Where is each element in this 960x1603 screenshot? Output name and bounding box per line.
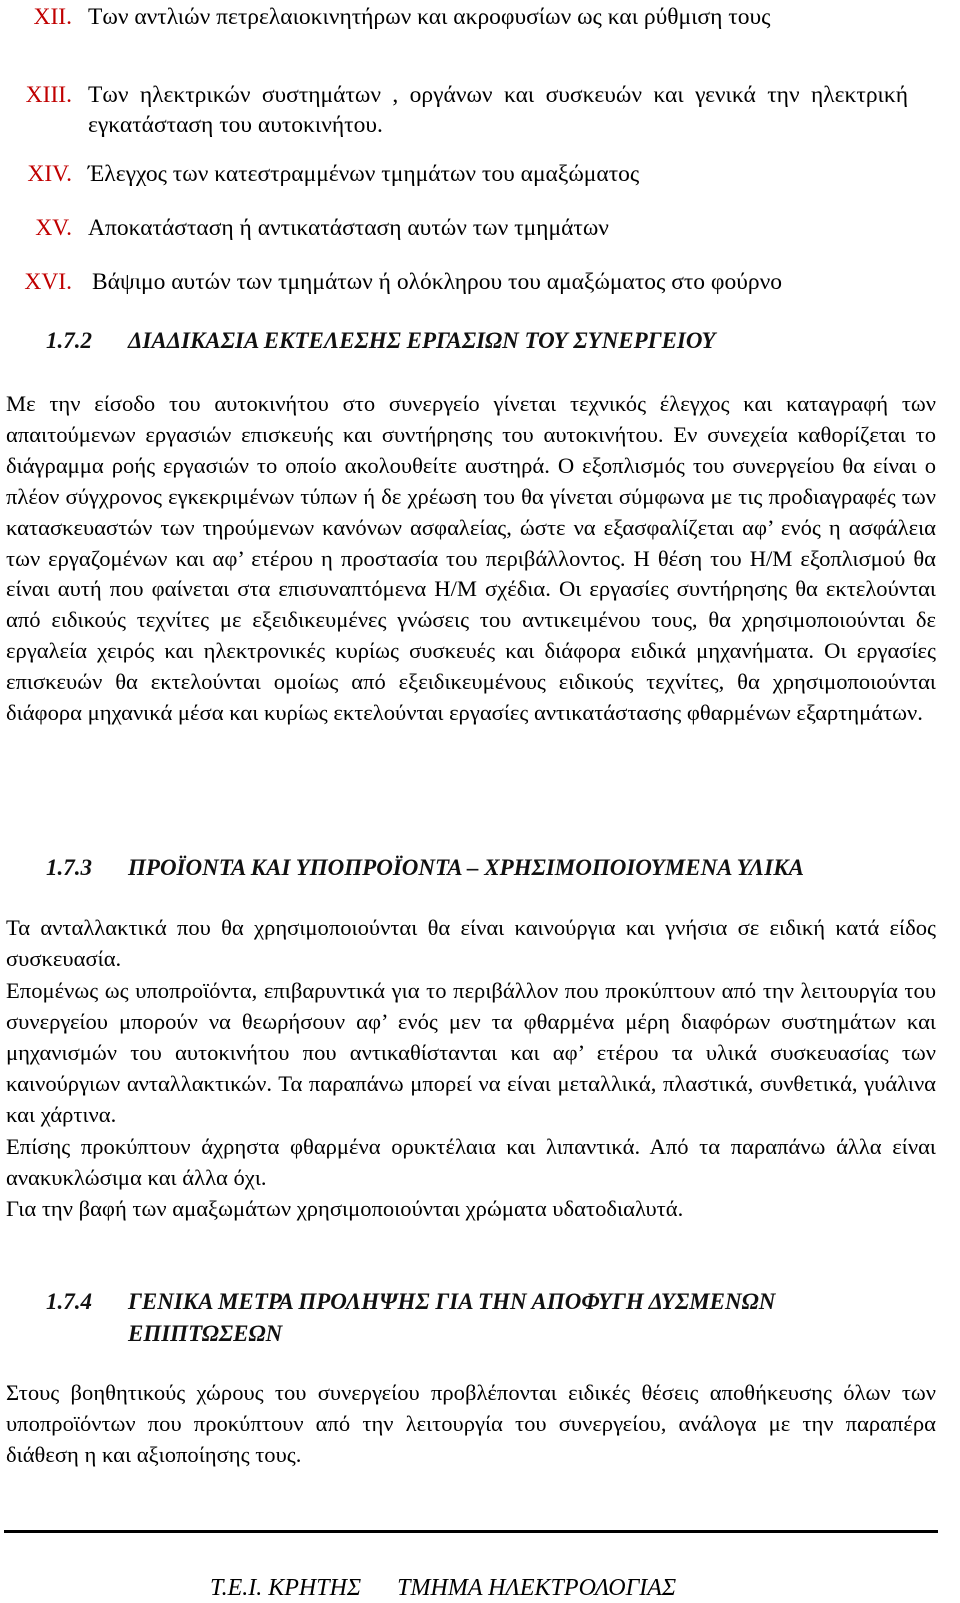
section-paragraph: Στους βοηθητικούς χώρους του συνεργείου προβλέπονται ειδικές θέσεις αποθήκευσης όλων των υποπροϊόντων που προκύπτουν από την λειτουργία του συνεργείου, ανάλογα με την παραπέρα διάθεση η και αξιοποίησης τους. <box>6 1380 936 1467</box>
section-paragraph: Τα ανταλλακτικά που θα χρησιμοποιούνται θα είναι καινούργια και γνήσια σε ειδική κατά είδος συσκευασία. <box>6 915 936 971</box>
section-paragraph: Επομένως ως υποπροϊόντα, επιβαρυντικά για το περιβάλλον που προκύπτουν από την λειτουργία του συνεργείου μπορούν να θεωρήσουν αφ’ ενός μεν τα φθαρμένα μέρη διαφόρων συστημάτων και μηχανισμών του αυτοκινήτου που αντικαθίστανται και αφ’ ετέρου τα υλικά συσκευασίας των καινούργιων ανταλλακτικών. Τα παραπάνω μπορεί να είναι μεταλλικά, πλαστικά, συνθετικά, γυάλινα και χάρτινα. <box>6 978 936 1127</box>
list-number: XVI. <box>24 269 72 295</box>
section-heading <box>46 852 926 884</box>
section-title: ΔΙΑΔΙΚΑΣΙΑ ΕΚΤΕΛΕΣΗΣ ΕΡΓΑΣΙΩΝ ΤΟΥ ΣΥΝΕΡΓΕΙΟΥ <box>128 328 716 353</box>
section-number: 1.7.2 <box>46 328 92 353</box>
list-text: Των αντλιών πετρελαιοκινητήρων και ακροφυσίων ως και ρύθμιση τους <box>88 4 771 30</box>
list-text: Των ηλεκτρικών συστημάτων , οργάνων και συσκευών και γενικά την ηλεκτρική εγκατάσταση του αυτοκινήτου. <box>88 82 908 138</box>
footer-rule <box>4 1530 938 1533</box>
section-title: ΠΡΟΪΟΝΤΑ ΚΑΙ ΥΠΟΠΡΟΪΟΝΤΑ – ΧΡΗΣΙΜΟΠΟΙΟΥΜΕΝΑ ΥΛΙΚΑ <box>128 855 804 880</box>
list-text: Αποκατάσταση ή αντικατάσταση αυτών των τμημάτων <box>88 215 609 241</box>
list-text: Βάψιμο αυτών των τμημάτων ή ολόκληρου του αμαξώματος στο φούρνο <box>92 269 782 295</box>
section-paragraph: Με την είσοδο του αυτοκινήτου στο συνεργείο γίνεται τεχνικός έλεγχος και καταγραφή των απαιτούμενων εργασιών επισκευής και συντήρησης του αυτοκινήτου. Εν συνεχεία καθορίζεται το διάγραμμα ροής εργασιών το οποίο ακολουθείτε αυστηρά. Ο εξοπλισμός του συνεργείου θα είναι ο πλέον σύγχρονος εγκεκριμένων τύπων ή δε χρέωση του θα γίνεται σύμφωνα με τις προδιαγραφές των κατασκευαστών των τηρούμενων κανόνων ασφαλείας, ώστε να εξασφαλίζεται αφ’ ενός η ασφάλεια των εργαζομένων και αφ’ ετέρου η προστασία του περιβάλλοντος. Η θέση του Η/Μ εξοπλισμού θα είναι αυτή που φαίνεται στα επισυναπτόμενα Η/Μ σχέδια. Οι εργασίες συντήρησης θα εκτελούνται από ειδικούς τεχνίτες με εξειδικευμένες γνώσεις του αντικειμένου τους, θα χρησιμοποιούνται δε εργαλεία χειρός και ηλεκτρονικές κυρίως συσκευές και διάφορα ειδικά μηχανήματα. Οι εργασίες επισκευών θα εκτελούνται ομοίως από εξειδικευμένους ειδικούς τεχνίτες, θα χρησιμοποιούνται διάφορα μηχανικά μέσα και κυρίως εκτελούνται εργασίες αντικατάστασης φθαρμένων εξαρτημάτων. <box>6 391 936 726</box>
section-title: ΓΕΝΙΚΑ ΜΕΤΡΑ ΠΡΟΛΗΨΗΣ ΓΙΑ ΤΗΝ ΑΠΟΦΥΓΗ ΔΥΣΜΕΝΩΝ ΕΠΙΠΤΩΣΕΩΝ <box>128 1289 776 1346</box>
section-number: 1.7.4 <box>46 1289 92 1314</box>
footer-institution: Τ.Ε.Ι. ΚΡΗΤΗΣ <box>210 1575 362 1601</box>
list-number: XIV. <box>27 161 72 187</box>
section-paragraph: Επίσης προκύπτουν άχρηστα φθαρμένα ορυκτέλαια και λιπαντικά. Από τα παραπάνω άλλα είναι ανακυκλώσιμα και άλλα όχι. <box>6 1134 936 1190</box>
section-heading <box>46 325 926 357</box>
footer-department: ΤΜΗΜΑ ΗΛΕΚΤΡΟΛΟΓΙΑΣ <box>397 1575 677 1601</box>
list-number: XV. <box>35 215 72 241</box>
list-number: XII. <box>33 4 72 30</box>
list-number: XIII. <box>25 82 72 108</box>
page-footer <box>210 1573 910 1603</box>
section-number: 1.7.3 <box>46 855 92 880</box>
list-text: Έλεγχος των κατεστραμμένων τμημάτων του αμαξώματος <box>88 161 640 187</box>
section-heading <box>46 1286 926 1350</box>
section-paragraph: Για την βαφή των αμαξωμάτων χρησιμοποιούνται χρώματα υδατοδιαλυτά. <box>6 1196 684 1221</box>
